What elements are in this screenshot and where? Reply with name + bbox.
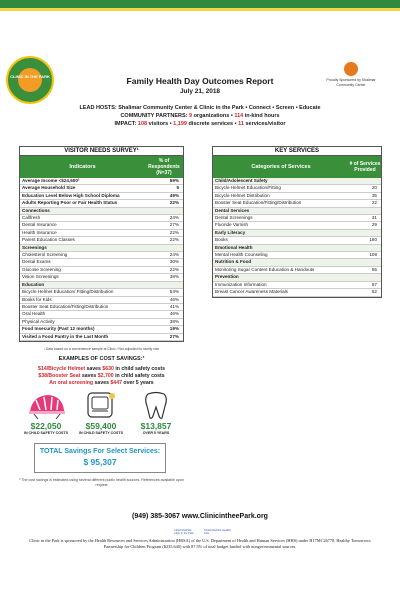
survey-row-label: Bicycle Helmet Education/ Fitting/Distribution	[22, 289, 114, 295]
survey-row-value: 27%	[169, 333, 179, 339]
total-savings-box	[34, 443, 166, 473]
survey-row	[20, 282, 183, 289]
survey-row-label: Average Household Size	[22, 185, 76, 191]
survey-row-label: Glucose Screening	[22, 266, 61, 272]
seat-saves: saves	[80, 373, 98, 379]
services-row	[213, 252, 381, 259]
survey-row	[20, 193, 183, 200]
survey-row-label: Education	[22, 281, 45, 287]
survey-row-label: Cholesterol Screening	[22, 252, 68, 258]
logo-text: CLINIC IN THE PARK	[10, 74, 50, 79]
savings-note: ³ The cost savings is estimated using several different public health sources. References available upon request	[19, 478, 184, 487]
survey-row-label: Vision Screenings	[22, 274, 59, 280]
services-count: 1,199	[173, 121, 187, 127]
partners-prefix: COMMUNITY PARTNERS:	[120, 113, 189, 119]
oral-amount-sub: OVER 5 YEARS	[142, 431, 170, 435]
services-row-value: 55	[371, 266, 377, 272]
oral-amount: $13,857	[140, 421, 172, 431]
lead-summary	[20, 104, 380, 128]
helmet-amount: $22,050	[30, 421, 62, 431]
lead-hosts: LEAD HOSTS: Shalimar Community Center & Clinic in the Park • Connect • Screen • Educate	[79, 105, 321, 111]
report-date: July 21, 2018	[179, 88, 221, 95]
survey-title: VISITOR NEEDS SURVEY¹	[20, 147, 183, 156]
survey-row-value: 46%	[169, 296, 179, 302]
seat-amount-sub: IN CHILD SAFETY COSTS	[78, 431, 124, 435]
tooth-icon	[134, 390, 178, 420]
services-row-label: Child/Adolescent Safety	[215, 178, 268, 183]
clinic-logo	[6, 56, 54, 104]
services-row-label: Immunization Information	[215, 281, 267, 287]
community-partners	[20, 112, 380, 120]
services-row-label: Dental Services	[215, 207, 250, 213]
survey-row	[20, 237, 183, 244]
survey-row	[20, 259, 183, 266]
hours-count: 114	[234, 113, 244, 119]
survey-row-value	[145, 282, 183, 288]
seat-amount: $59,400	[85, 421, 117, 431]
survey-footnote: ¹ Data based on a convenience sample at Clinic / Not adjusted for family size	[43, 347, 160, 351]
helmet-cost: $14/Bicycle Helmet	[38, 366, 86, 372]
services-row-value	[349, 208, 381, 214]
helmet-amount-sub: IN CHILD SAFETY COSTS	[23, 431, 69, 435]
services-row	[213, 185, 381, 192]
bicycle-helmet-icon	[24, 390, 68, 420]
survey-row-value: 5	[176, 185, 179, 191]
services-row	[213, 215, 381, 222]
services-col-count: # of Services Provided	[349, 161, 381, 173]
survey-row-value: 22%	[169, 200, 179, 206]
top-stripe	[0, 0, 400, 8]
services-row-label: Books	[215, 237, 228, 243]
survey-row	[20, 215, 183, 222]
services-row-label: Mental Health Counseling	[215, 252, 268, 258]
survey-row	[20, 185, 183, 192]
services-row-value: 29	[371, 222, 377, 228]
survey-row-label: Oral Health	[22, 311, 46, 317]
helmet-saves: saves	[85, 366, 103, 372]
survey-row-label: Dental Insurance	[22, 222, 57, 228]
services-row-value	[349, 245, 381, 251]
services-col-categories: Categories of Services	[251, 164, 311, 170]
survey-row	[20, 334, 183, 341]
visitors-count: 108	[137, 121, 148, 127]
services-row	[213, 282, 381, 289]
survey-row	[20, 326, 183, 333]
services-row	[213, 208, 381, 215]
services-row-label: Booster Seat Education/Fitting/Distribution	[215, 200, 302, 206]
survey-col-respondents: % of Respondents (N=37)	[148, 158, 180, 176]
report-title: Family Health Day Outcomes Report	[126, 76, 274, 86]
services-row-label: Monitoring Sugar Content Education & Handouts	[215, 266, 315, 272]
survey-row-value: 27%	[169, 222, 179, 228]
survey-row-value: 41%	[169, 303, 179, 309]
helmet-savings: $630	[102, 366, 114, 372]
orgs-text: organizations •	[192, 113, 235, 119]
survey-row-value: 22%	[169, 229, 179, 235]
survey-row-label: Education Level Below High School Diploma	[22, 192, 120, 198]
survey-row-label: Screenings	[22, 244, 47, 250]
survey-row	[20, 178, 183, 185]
services-row-label: Nutrition & Food	[215, 259, 252, 265]
survey-col-indicators: Indicators	[69, 164, 96, 170]
services-row-value: 57	[371, 281, 377, 287]
survey-row	[20, 267, 183, 274]
services-text: discrete services •	[186, 121, 239, 127]
survey-row-value: 19%	[169, 326, 179, 332]
sponsor-mark-icon	[344, 62, 358, 76]
services-row-value: 31	[371, 215, 377, 221]
oral-savings: $447	[110, 380, 122, 386]
survey-row-label: Physical Activity	[22, 318, 55, 324]
services-row	[213, 289, 381, 296]
services-row-value: 22	[371, 200, 377, 206]
partner-logo-1: ClinicInthePark Clinic in the Park	[174, 529, 194, 535]
survey-row	[20, 222, 183, 229]
services-row	[213, 245, 381, 252]
survey-row-value: 59%	[169, 178, 179, 183]
survey-row-value	[145, 208, 183, 214]
survey-table	[19, 146, 184, 342]
survey-row	[20, 230, 183, 237]
services-row	[213, 178, 381, 185]
impact-line	[20, 120, 380, 128]
survey-row-value: 30%	[169, 259, 179, 265]
total-savings-value: $ 95,307	[83, 457, 117, 467]
survey-row-label: Callfresh	[22, 215, 41, 221]
total-savings-label: TOTAL Savings For Select Services:	[39, 448, 161, 455]
savings-helmet-line	[19, 366, 184, 372]
per-visitor-text: services/visitor	[243, 121, 286, 127]
survey-rows	[20, 178, 183, 341]
booster-seat-icon	[78, 390, 122, 420]
services-rows	[213, 178, 381, 297]
survey-row-value: 22%	[169, 266, 179, 272]
services-row-label: Dental Screenings	[215, 215, 253, 221]
services-row-label: Early Literacy	[215, 229, 246, 235]
services-row-value: 108	[369, 252, 377, 258]
survey-row	[20, 304, 183, 311]
survey-header	[20, 156, 183, 178]
survey-row	[20, 245, 183, 252]
survey-row	[20, 297, 183, 304]
survey-row	[20, 274, 183, 281]
services-row-value: 20	[371, 185, 377, 191]
oral-desc: over 5 years	[121, 380, 154, 386]
services-row-label: Prevention	[215, 274, 239, 280]
survey-row-value	[145, 245, 183, 251]
services-row-value: 180	[369, 237, 377, 243]
orgs-count: 9	[188, 113, 193, 119]
seat-cost: $38/Booster Seat	[38, 373, 81, 379]
services-table	[212, 146, 382, 298]
services-row-value: 62	[371, 289, 377, 295]
survey-row	[20, 319, 183, 326]
survey-row-value: 38%	[169, 274, 179, 280]
survey-row	[20, 289, 183, 296]
services-row-label: Fluoride Varnish	[215, 222, 249, 228]
survey-row-label: Food Insecurity (Past 12 months)	[22, 326, 95, 332]
survey-row-value: 49%	[169, 192, 179, 198]
services-row-label: Bicycle Helmet Distribution	[215, 192, 270, 198]
services-row	[213, 259, 381, 266]
funding-disclaimer: Clinic in the Park is sponsored by the Health Resources and Services Administration (HRSA) of the U.S. Department of Health and Human Services (HHS) under H17MC26778, Healthy Tomorrows Partnership for Children Program ($235,640) with 87.5% of total budget funded with nongovernmental sources.	[29, 538, 371, 549]
helmet-desc: in child safety costs	[113, 366, 165, 372]
top-stripe-accent	[0, 8, 400, 11]
survey-row-value: 24%	[169, 215, 179, 221]
oral-item: An oral screening	[49, 380, 94, 386]
survey-row-value: 54%	[169, 289, 179, 295]
partner-logo-2: ClinicInthePark Healthy Kids	[204, 529, 231, 535]
impact-prefix: IMPACT:	[114, 121, 138, 127]
hours-text: in-kind hours	[243, 113, 280, 119]
services-row	[213, 230, 381, 237]
survey-row	[20, 311, 183, 318]
savings-seat-line	[19, 373, 184, 379]
survey-row-label: Books for Kids	[22, 296, 52, 302]
survey-row-value: 22%	[169, 237, 179, 243]
survey-row	[20, 252, 183, 259]
savings-title: EXAMPLES OF COST SAVINGS:³	[58, 356, 145, 362]
survey-row-label: Average Income <$24,600²	[22, 178, 80, 183]
seat-desc: in child safety costs	[113, 373, 165, 379]
survey-row-label: Dental Exams	[22, 259, 51, 265]
oral-saves: saves	[93, 380, 111, 386]
services-row	[213, 222, 381, 229]
survey-row-label: Health Insurance	[22, 229, 57, 235]
services-row-label: Bicycle Helmet Education/Fitting	[215, 185, 281, 191]
services-row	[213, 193, 381, 200]
survey-row-value: 38%	[169, 318, 179, 324]
survey-row-label: Booster Seat Education/Fitting/Distribution	[22, 303, 109, 309]
services-row-value: 35	[371, 192, 377, 198]
savings-oral-line	[19, 380, 184, 386]
logo-sun-icon	[18, 68, 42, 92]
sponsor-text: Proudly Sponsored by Shalimar Community Center	[326, 78, 376, 87]
survey-row-value: 46%	[169, 311, 179, 317]
services-row	[213, 200, 381, 207]
services-title: KEY SERVICES	[213, 147, 381, 156]
services-row	[213, 267, 381, 274]
contact-line: (949) 385-3067 www.ClinicintheePark.org	[132, 513, 268, 520]
services-row-label: Breast Cancer Awareness Materials	[215, 289, 288, 295]
services-header	[213, 156, 381, 178]
services-row-label: Emotional Health	[215, 244, 253, 250]
per-visitor-count: 11	[238, 121, 244, 127]
survey-row-label: Visited a Food Pantry in the Last Month	[22, 333, 109, 339]
visitors-text: visitors •	[147, 121, 174, 127]
survey-row	[20, 200, 183, 207]
seat-savings: $2,700	[97, 373, 114, 379]
services-row-value	[349, 274, 381, 280]
services-row-value	[349, 178, 381, 184]
survey-row-label: Adults Reporting Poor or Fair Health Status	[22, 200, 118, 206]
services-row-value	[349, 230, 381, 236]
services-row-value	[349, 259, 381, 265]
survey-row-label: Connections	[22, 207, 50, 213]
services-row	[213, 237, 381, 244]
survey-row-value: 24%	[169, 252, 179, 258]
survey-row	[20, 208, 183, 215]
survey-row-label: Parent Education Classes	[22, 237, 75, 243]
partner-logos	[174, 529, 232, 535]
services-row	[213, 274, 381, 281]
